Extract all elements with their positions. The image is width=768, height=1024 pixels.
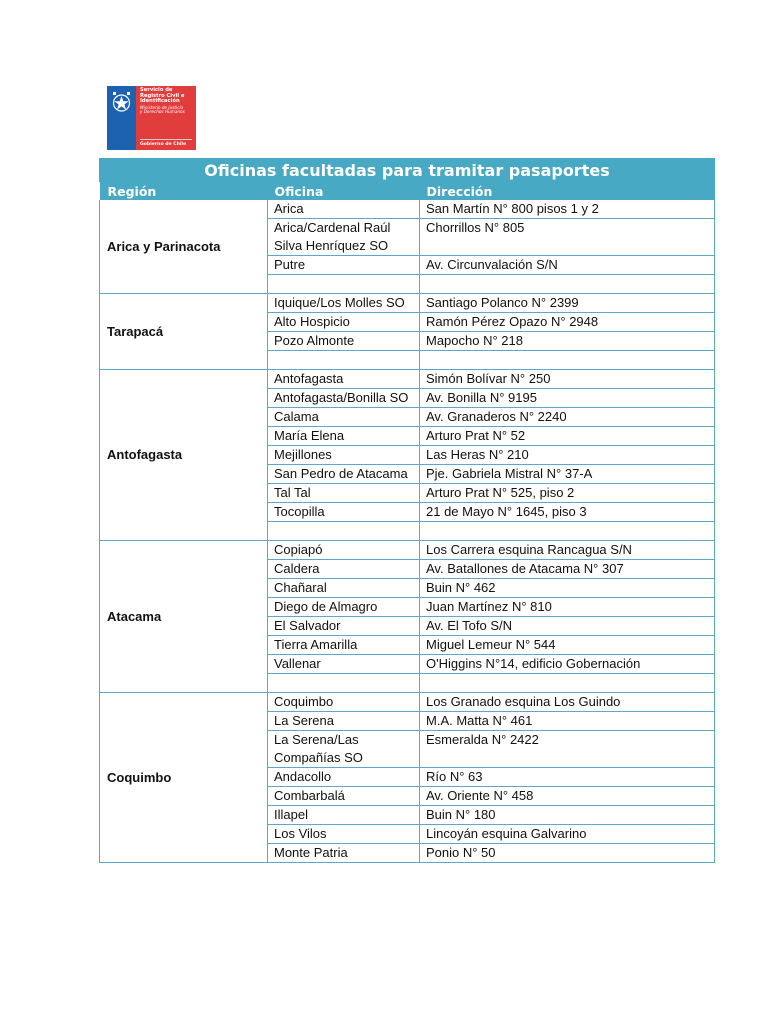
blank-cell <box>420 674 715 693</box>
office-cell: Putre <box>268 256 420 275</box>
address-cell: Ramón Pérez Opazo N° 2948 <box>420 313 715 332</box>
logo-ministry <box>140 106 195 115</box>
address-cell: Av. Batallones de Atacama N° 307 <box>420 560 715 579</box>
address-cell: Juan Martínez N° 810 <box>420 598 715 617</box>
table-row <box>100 693 715 712</box>
registro-civil-logo <box>107 86 196 150</box>
address-cell: Santiago Polanco N° 2399 <box>420 294 715 313</box>
office-cell: Arica/Cardenal Raúl Silva Henríquez SO <box>268 219 420 256</box>
logo-ministry-line-2: y Derechos Humanos <box>140 109 185 115</box>
office-cell: La Serena <box>268 712 420 731</box>
column-header-region: Región <box>100 182 268 200</box>
office-cell: Antofagasta/Bonilla SO <box>268 389 420 408</box>
office-cell: Diego de Almagro <box>268 598 420 617</box>
office-cell: Mejillones <box>268 446 420 465</box>
blank-cell <box>268 275 420 294</box>
address-cell: Av. Oriente N° 458 <box>420 787 715 806</box>
office-cell: Tal Tal <box>268 484 420 503</box>
blank-cell <box>420 522 715 541</box>
office-cell: Coquimbo <box>268 693 420 712</box>
passport-offices-table-wrapper <box>99 158 714 863</box>
logo-line-2: Registro Civil e <box>140 92 185 99</box>
address-cell: Pje. Gabriela Mistral N° 37-A <box>420 465 715 484</box>
office-cell: Combarbalá <box>268 787 420 806</box>
office-cell: María Elena <box>268 427 420 446</box>
office-cell: Monte Patria <box>268 844 420 863</box>
address-cell: Arturo Prat N° 52 <box>420 427 715 446</box>
address-cell: Av. Circunvalación S/N <box>420 256 715 275</box>
logo-line-1: Servicio de <box>140 87 173 93</box>
office-cell: Los Vilos <box>268 825 420 844</box>
address-cell: Arturo Prat N° 525, piso 2 <box>420 484 715 503</box>
address-cell: Las Heras N° 210 <box>420 446 715 465</box>
address-cell: Miguel Lemeur N° 544 <box>420 636 715 655</box>
office-cell: Vallenar <box>268 655 420 674</box>
address-cell: Av. Granaderos N° 2240 <box>420 408 715 427</box>
office-cell: Andacollo <box>268 768 420 787</box>
blank-cell <box>268 351 420 370</box>
region-cell: Atacama <box>100 541 268 693</box>
blank-cell <box>420 351 715 370</box>
office-cell: Caldera <box>268 560 420 579</box>
address-cell: Simón Bolívar N° 250 <box>420 370 715 389</box>
passport-offices-table <box>99 158 715 863</box>
office-cell: Arica <box>268 200 420 219</box>
logo-service-name <box>140 88 195 115</box>
logo-divider <box>140 139 192 140</box>
table-row <box>100 370 715 389</box>
address-cell: 21 de Mayo N° 1645, piso 3 <box>420 503 715 522</box>
table-body <box>100 200 715 863</box>
office-cell: Pozo Almonte <box>268 332 420 351</box>
office-cell: Illapel <box>268 806 420 825</box>
table-row <box>100 541 715 560</box>
address-cell: Av. El Tofo S/N <box>420 617 715 636</box>
table-row <box>100 294 715 313</box>
region-cell: Arica y Parinacota <box>100 200 268 294</box>
office-cell: Tierra Amarilla <box>268 636 420 655</box>
blank-cell <box>420 275 715 294</box>
chile-coat-of-arms-icon <box>107 86 136 122</box>
office-cell: San Pedro de Atacama <box>268 465 420 484</box>
office-cell: El Salvador <box>268 617 420 636</box>
logo-ministry-line-1: Ministerio de Justicia <box>140 104 184 110</box>
column-header-office: Oficina <box>268 182 420 200</box>
address-cell: Los Granado esquina Los Guindo <box>420 693 715 712</box>
logo-footer: Gobierno de Chile <box>140 142 187 147</box>
office-cell: Iquique/Los Molles SO <box>268 294 420 313</box>
address-cell: Chorrillos N° 805 <box>420 219 715 256</box>
table-row <box>100 200 715 219</box>
blank-cell <box>268 674 420 693</box>
office-cell: Calama <box>268 408 420 427</box>
address-cell: Los Carrera esquina Rancagua S/N <box>420 541 715 560</box>
address-cell: M.A. Matta N° 461 <box>420 712 715 731</box>
office-cell: La Serena/Las Compañías SO <box>268 731 420 768</box>
region-cell: Antofagasta <box>100 370 268 541</box>
address-cell: Río N° 63 <box>420 768 715 787</box>
region-cell: Coquimbo <box>100 693 268 863</box>
office-cell: Chañaral <box>268 579 420 598</box>
address-cell: Ponio N° 50 <box>420 844 715 863</box>
address-cell: Lincoyán esquina Galvarino <box>420 825 715 844</box>
blank-cell <box>268 522 420 541</box>
address-cell: Buin N° 462 <box>420 579 715 598</box>
address-cell: Av. Bonilla N° 9195 <box>420 389 715 408</box>
office-cell: Copiapó <box>268 541 420 560</box>
address-cell: Mapocho N° 218 <box>420 332 715 351</box>
logo-line-3: Identificación <box>140 98 180 105</box>
address-cell: San Martín N° 800 pisos 1 y 2 <box>420 200 715 219</box>
region-cell: Tarapacá <box>100 294 268 370</box>
address-cell: Buin N° 180 <box>420 806 715 825</box>
office-cell: Alto Hospicio <box>268 313 420 332</box>
office-cell: Antofagasta <box>268 370 420 389</box>
address-cell: Esmeralda N° 2422 <box>420 731 715 768</box>
logo-blue-panel <box>107 86 136 150</box>
table-title: Oficinas facultadas para tramitar pasaportes <box>100 158 715 182</box>
office-cell: Tocopilla <box>268 503 420 522</box>
address-cell: O'Higgins N°14, edificio Gobernación <box>420 655 715 674</box>
column-header-address: Dirección <box>420 182 715 200</box>
